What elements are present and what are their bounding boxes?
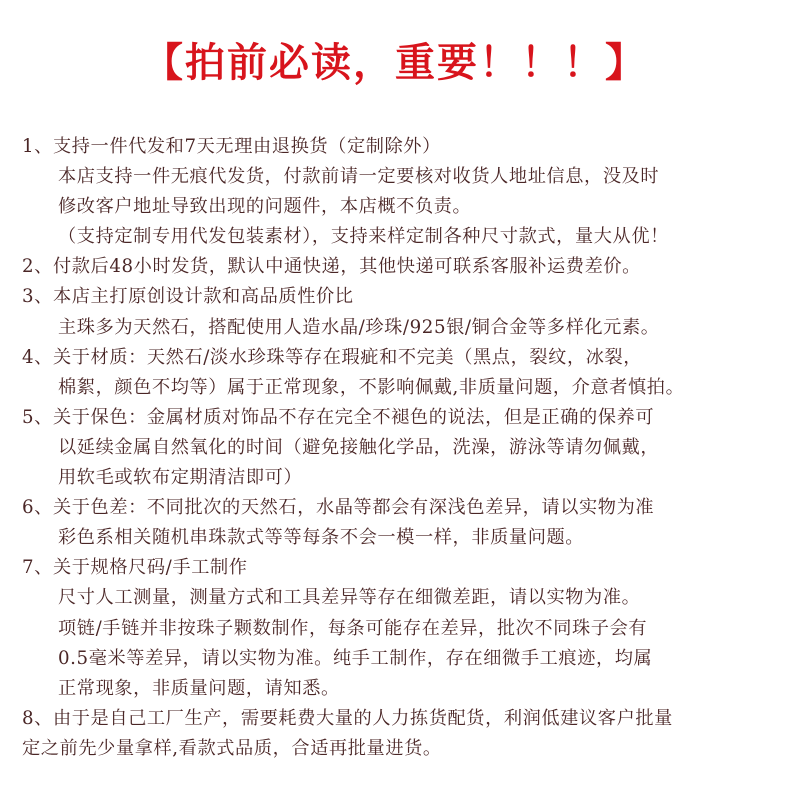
note-1-heading: 1、支持一件代发和7天无理由退换货（定制除外）: [22, 136, 441, 157]
note-6-line: 彩色系相关随机串珠款式等等每条不会一模一样，非质量问题。: [58, 527, 585, 549]
note-7-line: 项链/手链并非按珠子颗数制作，每条可能存在差异，批次不同珠子会有: [58, 617, 648, 639]
note-5-heading: 5、关于保色：金属材质对饰品不存在完全不褪色的说法，但是正确的保养可: [22, 406, 655, 428]
note-1-line: （支持定制专用代发包装素材），支持来样定制各种尺寸款式，量大从优！: [58, 226, 669, 248]
note-7-line: 0.5毫米等差异，请以实物为准。纯手工制作，存在细微手工痕迹，均属: [58, 647, 653, 669]
notice-list: [22, 132, 774, 764]
note-8-heading: 8、由于是自己工厂生产，需要耗费大量的人力拣货配货，利润低建议客户批量: [22, 707, 673, 729]
note-7-heading: 7、关于规格尺码/手工制作: [22, 557, 248, 579]
note-7-line: 正常现象，非质量问题，请知悉。: [58, 677, 340, 699]
note-3-line: 主珠多为天然石，搭配使用人造水晶/珍珠/925银/铜合金等多样化元素。: [58, 316, 660, 338]
note-8-line: 定之前先少量拿样,看款式品质，合适再批量进货。: [22, 737, 442, 759]
note-7-line: 尺寸人工测量，测量方式和工具差异等存在细微差距，请以实物为准。: [58, 587, 641, 609]
note-1-line: 本店支持一件无痕代发货，付款前请一定要核对收货人地址信息，没及时: [58, 166, 660, 188]
note-6-heading: 6、关于色差：不同批次的天然石，水晶等都会有深浅色差异，请以实物为准: [22, 497, 655, 519]
note-2-heading: 2、付款后48小时发货，默认中通快递，其他快递可联系客服补运费差价。: [22, 256, 641, 278]
note-4-heading: 4、关于材质：天然石/淡水珍珠等存在瑕疵和不完美（黑点，裂纹，冰裂，: [22, 346, 643, 368]
note-3-heading: 3、本店主打原创设计款和高品质性价比: [22, 286, 354, 308]
notice-title: 【拍前必读，重要！！！】: [143, 39, 647, 86]
note-4-line: 棉絮，颜色不均等）属于正常现象，不影响佩戴,非质量问题，介意者慎拍。: [58, 376, 685, 398]
note-5-line: 用软毛或软布定期清洁即可）: [58, 467, 303, 489]
note-5-line: 以延续金属自然氧化的时间（避免接触化学品，洗澡，游泳等请勿佩戴，: [58, 436, 660, 458]
note-1-line: 修改客户地址导致出现的问题件，本店概不负责。: [58, 196, 472, 218]
